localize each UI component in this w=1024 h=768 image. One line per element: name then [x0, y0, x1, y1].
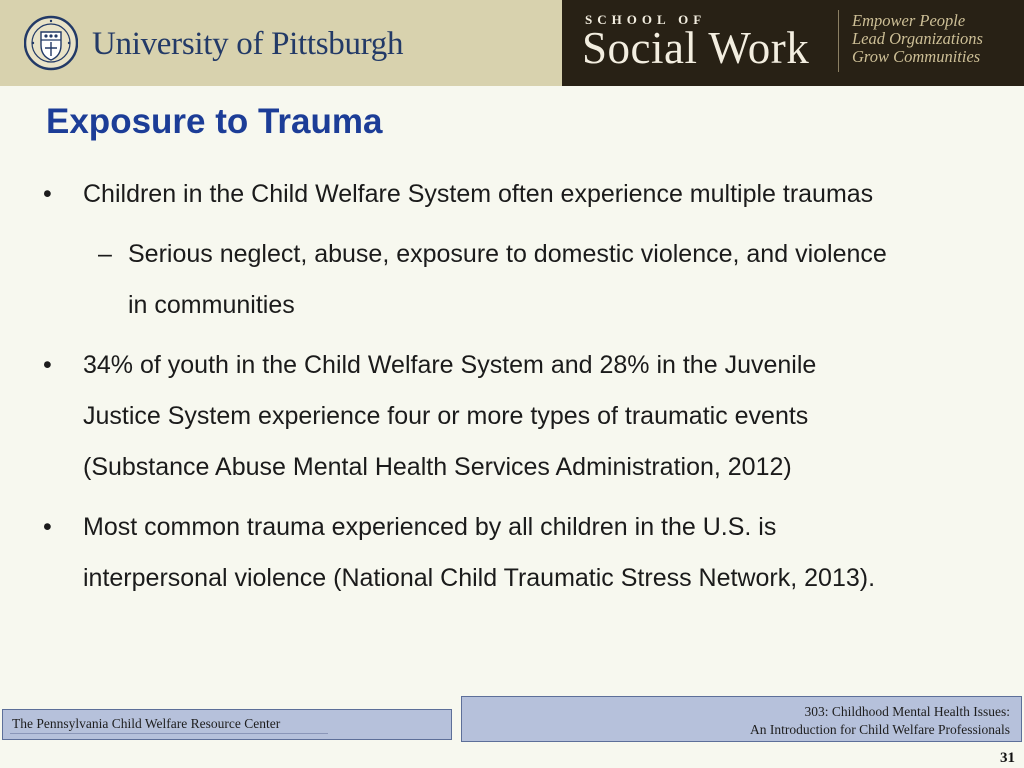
- tagline-line: Grow Communities: [852, 47, 981, 66]
- footer-course-title: [750, 703, 1010, 739]
- school-label: SCHOOL OF: [585, 12, 707, 27]
- school-tagline: [852, 12, 983, 66]
- course-title-line: An Introduction for Child Welfare Professionals: [750, 722, 1010, 737]
- tagline-line: Lead Organizations: [852, 29, 983, 48]
- bullet-line: interpersonal violence (National Child Traumatic Stress Network, 2013).: [83, 564, 876, 592]
- tagline-line: Empower People: [852, 11, 966, 30]
- bullet-line: Most common trauma experienced by all children in the U.S. is: [83, 513, 777, 541]
- university-seal-icon: [24, 14, 78, 72]
- university-name: University of Pittsburgh: [92, 26, 404, 62]
- bullet-marker: •: [43, 513, 52, 541]
- bullet-line: Justice System experience four or more types of traumatic events: [83, 402, 809, 430]
- bullet-marker: •: [43, 180, 52, 208]
- subbullet-marker: –: [98, 240, 112, 268]
- bullet-line: Children in the Child Welfare System often experience multiple traumas: [83, 180, 874, 208]
- page-number: 31: [1000, 750, 1015, 766]
- subbullet-line: Serious neglect, abuse, exposure to domestic violence, and violence: [128, 240, 887, 268]
- footer-rule: [10, 733, 328, 734]
- footer-organization: The Pennsylvania Child Welfare Resource Center: [12, 716, 281, 731]
- bullet-line: (Substance Abuse Mental Health Services Administration, 2012): [83, 453, 792, 481]
- slide-title: Exposure to Trauma: [46, 102, 383, 141]
- bullet-line: 34% of youth in the Child Welfare System and 28% in the Juvenile: [83, 351, 817, 379]
- school-name: Social Work: [582, 23, 810, 73]
- slide-header: [0, 0, 1024, 86]
- bullet-marker: •: [43, 351, 52, 379]
- course-title-line: 303: Childhood Mental Health Issues:: [804, 704, 1010, 719]
- subbullet-line: in communities: [128, 291, 295, 319]
- logo-divider: [838, 10, 839, 72]
